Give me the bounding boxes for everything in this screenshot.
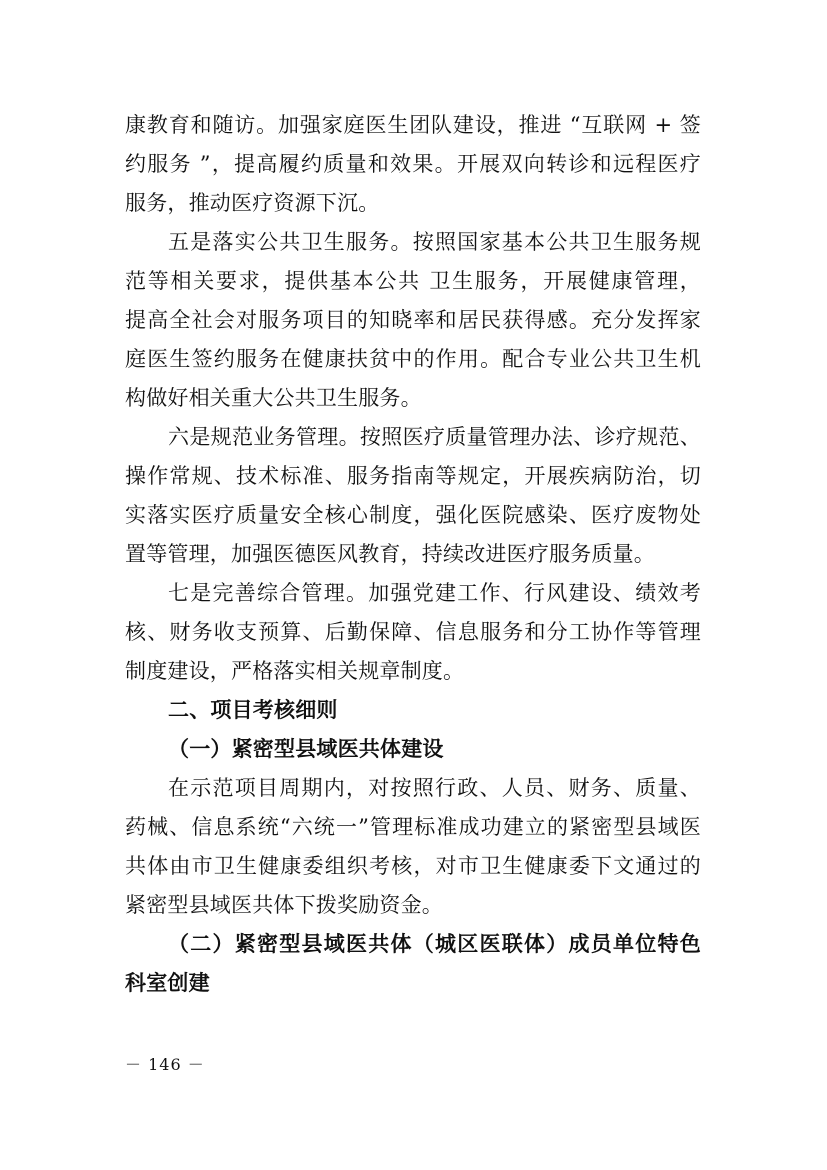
subsection-heading: （二）紧密型县域医共体（城区医联体）成员单位特色	[168, 932, 701, 956]
body-text-line: 康教育和随访。加强家庭医生团队建设，推进 “互联网 + 签	[125, 113, 701, 137]
body-text-line: 范等相关要求，提供基本公共 卫生服务，开展健康管理，	[125, 269, 701, 293]
paragraph-first-line: 六是规范业务管理。按照医疗质量管理办法、诊疗规范、	[168, 425, 701, 449]
body-text-line: 核、财务收支预算、后勤保障、信息服务和分工协作等管理	[125, 620, 701, 644]
section-heading: 二、项目考核细则	[168, 698, 338, 722]
body-text-line: 操作常规、技术标准、服务指南等规定，开展疾病防治，切	[125, 464, 701, 488]
body-text-line: 紧密型县域医共体下拨奖励资金。	[125, 893, 443, 917]
body-text-line: 实落实医疗质量安全核心制度，强化医院感染、医疗废物处	[125, 503, 701, 527]
subsection-heading-continued: 科室创建	[125, 971, 210, 995]
paragraph-first-line: 在示范项目周期内，对按照行政、人员、财务、质量、	[168, 776, 701, 800]
paragraph-first-line: 七是完善综合管理。加强党建工作、行风建设、绩效考	[168, 581, 701, 605]
body-text-line: 药械、信息系统“六统一”管理标准成功建立的紧密型县域医	[125, 815, 701, 839]
body-text-line: 置等管理，加强医德医风教育，持续改进医疗服务质量。	[125, 542, 655, 566]
body-text-line: 制度建设，严格落实相关规章制度。	[125, 659, 465, 683]
body-text-line: 构做好相关重大公共卫生服务。	[125, 386, 422, 410]
subsection-heading: （一）紧密型县域医共体建设	[168, 737, 444, 761]
body-text-line: 庭医生签约服务在健康扶贫中的作用。配合专业公共卫生机	[125, 347, 701, 371]
body-text-line: 服务，推动医疗资源下沉。	[125, 191, 380, 215]
page-number: － 146 －	[125, 1055, 205, 1074]
body-text-line: 共体由市卫生健康委组织考核，对市卫生健康委下文通过的	[125, 854, 701, 878]
body-text-line: 提高全社会对服务项目的知晓率和居民获得感。充分发挥家	[125, 308, 701, 332]
paragraph-first-line: 五是落实公共卫生服务。按照国家基本公共卫生服务规	[168, 230, 701, 254]
body-text-line: 约服务 ”，提高履约质量和效果。开展双向转诊和远程医疗	[125, 152, 701, 176]
